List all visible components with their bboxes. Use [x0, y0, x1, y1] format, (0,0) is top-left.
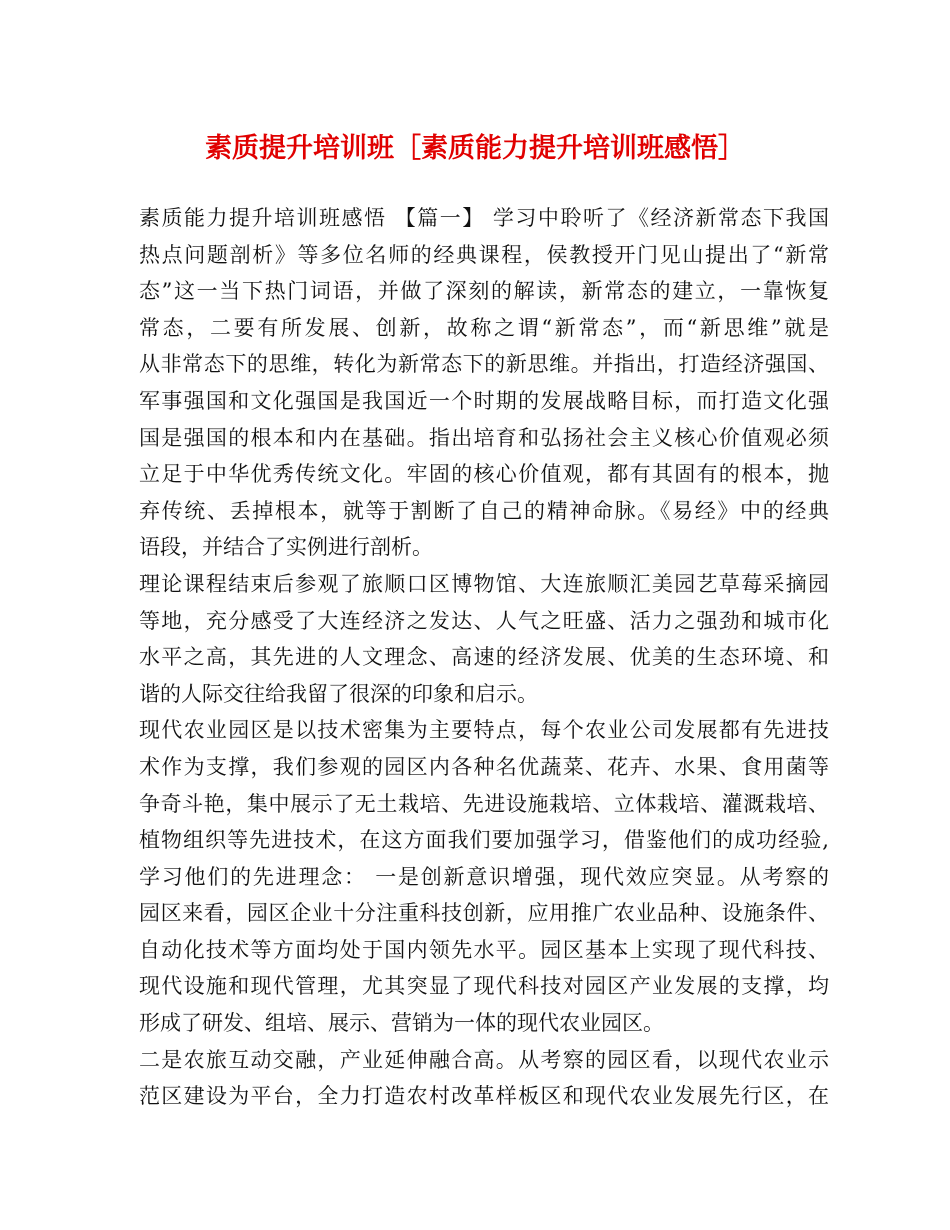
- paragraph-line: 争奇斗艳，集中展示了无土栽培、先进设施栽培、立体栽培、灌溉栽培、: [139, 791, 829, 816]
- paragraph-line: 植物组织等先进技术，在这方面我们要加强学习，借鉴他们的成功经验,: [139, 828, 829, 853]
- paragraph-line: 热点问题剖析》等多位名师的经典课程，侯教授开门见山提出了“新常: [139, 242, 829, 267]
- paragraph-line: 军事强国和文化强国是我国近一个时期的发展战略目标，而打造文化强: [139, 388, 829, 413]
- paragraph-line: 从非常态下的思维，转化为新常态下的新思维。并指出，打造经济强国、: [139, 352, 829, 377]
- paragraph-line: 国是强国的根本和内在基础。指出培育和弘扬社会主义核心价值观必须: [139, 425, 829, 450]
- paragraph-line: 形成了研发、组培、展示、营销为一体的现代农业园区。: [139, 1011, 664, 1036]
- paragraph-line: 语段，并结合了实例进行剖析。: [139, 535, 433, 560]
- paragraph-line: 弃传统、丢掉根本，就等于割断了自己的精神命脉。《易经》中的经典: [139, 498, 829, 523]
- paragraph-line: 术作为支撑，我们参观的园区内各种名优蔬菜、花卉、水果、食用菌等: [139, 754, 829, 779]
- paragraph-line: 范区建设为平台，全力打造农村改革样板区和现代农业发展先行区，在: [139, 1084, 829, 1109]
- paragraph-line: 园区来看，园区企业十分注重科技创新，应用推广农业品种、设施条件、: [139, 901, 829, 926]
- paragraph-line: 二是农旅互动交融，产业延伸融合高。从考察的园区看，以现代农业示: [139, 1047, 829, 1072]
- paragraph-line: 常态，二要有所发展、创新，故称之谓“新常态”，而“新思维”就是: [139, 315, 829, 340]
- paragraph-line: 学习他们的先进理念： 一是创新意识增强，现代效应突显。从考察的: [139, 864, 829, 889]
- paragraph-line: 谐的人际交往给我留了很深的印象和启示。: [139, 681, 538, 706]
- paragraph-line: 现代设施和现代管理，尤其突显了现代科技对园区产业发展的支撑，均: [139, 974, 829, 999]
- paragraph-line: 理论课程结束后参观了旅顺口区博物馆、大连旅顺汇美园艺草莓采摘园: [139, 571, 829, 596]
- paragraph-line: 立足于中华优秀传统文化。牢固的核心价值观，都有其固有的根本，抛: [139, 462, 829, 487]
- paragraph-line: 态”这一当下热门词语，并做了深刻的解读，新常态的建立，一靠恢复: [139, 279, 829, 304]
- paragraph-line: 水平之高，其先进的人文理念、高速的经济发展、优美的生态环境、和: [139, 645, 829, 670]
- paragraph-line: 素质能力提升培训班感悟 【篇一】 学习中聆听了《经济新常态下我国: [139, 206, 829, 230]
- document-body: [139, 200, 829, 1115]
- paragraph-line: 自动化技术等方面均处于国内领先水平。园区基本上实现了现代科技、: [139, 937, 829, 962]
- document-title: 素质提升培训班［素质能力提升培训班感悟］: [205, 133, 745, 164]
- paragraph-line: 等地，充分感受了大连经济之发达、人气之旺盛、活力之强劲和城市化: [139, 608, 829, 633]
- paragraph-line: 现代农业园区是以技术密集为主要特点，每个农业公司发展都有先进技: [139, 718, 829, 743]
